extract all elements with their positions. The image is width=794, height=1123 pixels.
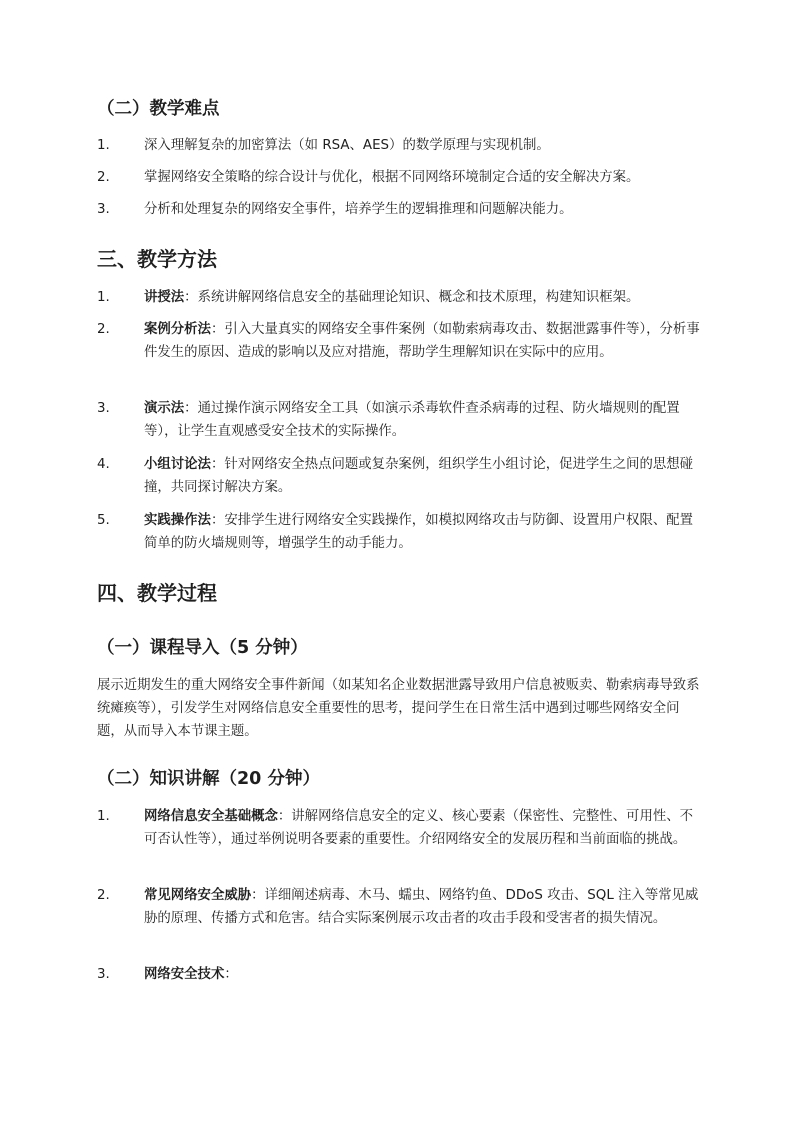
- list-number: 1.: [97, 809, 110, 824]
- list-item: [97, 166, 702, 189]
- list-number: 2.: [97, 322, 110, 337]
- list-number: 3.: [97, 967, 110, 982]
- item-separator: ：: [210, 513, 225, 528]
- item-separator: ：: [184, 290, 198, 305]
- list-text: 分析和处理复杂的网络安全事件，培养学生的逻辑推理和问题解决能力。: [144, 202, 573, 217]
- list-item: [97, 134, 702, 157]
- item-label: 讲授法: [144, 290, 185, 305]
- section-heading-process: 四、教学过程: [97, 581, 217, 605]
- list-number: 5.: [97, 513, 110, 528]
- list-number: 2.: [97, 888, 110, 903]
- item-label: 案例分析法: [144, 322, 211, 337]
- list-item: [97, 805, 702, 851]
- paragraph-intro: 展示近期发生的重大网络安全事件新闻（如某知名企业数据泄露导致用户信息被贩卖、勒索病毒导致系统瘫痪等），引发学生对网络信息安全重要性的思考，提问学生在日常生活中遇到过哪些网络安全问题，从而导入本节课主题。: [97, 678, 700, 739]
- list-text: 讲解网络信息安全的定义、核心要素（保密性、完整性、可用性、不可否认性等），通过举例说明各要素的重要性。介绍网络安全的发展历程和当前面临的挑战。: [144, 809, 694, 847]
- list-text: 针对网络安全热点问题或复杂案例，组织学生小组讨论，促进学生之间的思想碰撞，共同探讨解决方案。: [144, 457, 694, 495]
- item-label: 网络信息安全基础概念: [144, 809, 278, 824]
- list-number: 1.: [97, 290, 110, 305]
- list-number: 2.: [97, 170, 110, 185]
- list-text: 引入大量真实的网络安全事件案例（如勒索病毒攻击、数据泄露事件等），分析事件发生的原因、造成的影响以及应对措施，帮助学生理解知识在实际中的应用。: [144, 322, 700, 360]
- list-item: [97, 286, 702, 309]
- list-item: [97, 453, 702, 499]
- list-number: 3.: [97, 401, 110, 416]
- section-heading-difficulties: （二）教学难点: [97, 99, 220, 119]
- list-item: [97, 397, 702, 443]
- item-separator: ：: [210, 457, 225, 472]
- item-separator: ：: [251, 888, 265, 903]
- item-separator: ：: [277, 809, 292, 824]
- list-text: 深入理解复杂的加密算法（如 RSA、AES）的数学原理与实现机制。: [144, 138, 550, 153]
- subsection-heading-lecture: （二）知识讲解（20 分钟）: [97, 769, 320, 789]
- item-separator: ：: [224, 967, 238, 982]
- list-item: [97, 963, 702, 986]
- item-label: 演示法: [144, 401, 185, 416]
- list-item: [97, 884, 702, 930]
- section-heading-methods: 三、教学方法: [97, 247, 217, 271]
- item-label: 网络安全技术: [144, 967, 225, 982]
- subsection-heading-intro: （一）课程导入（5 分钟）: [97, 638, 308, 658]
- list-item: [97, 198, 702, 221]
- list-number: 1.: [97, 138, 110, 153]
- item-separator: ：: [184, 401, 198, 416]
- list-number: 4.: [97, 457, 110, 472]
- list-item: [97, 318, 702, 364]
- item-label: 小组讨论法: [144, 457, 211, 472]
- list-text: 详细阐述病毒、木马、蠕虫、网络钓鱼、DDoS 攻击、SQL 注入等常见威胁的原理、传播方式和危害。结合实际案例展示攻击者的攻击手段和受害者的损失情况。: [144, 888, 699, 926]
- item-label: 常见网络安全威胁: [144, 888, 252, 903]
- list-text: 掌握网络安全策略的综合设计与优化，根据不同网络环境制定合适的安全解决方案。: [144, 170, 640, 185]
- list-text: 系统讲解网络信息安全的基础理论知识、概念和技术原理，构建知识框架。: [197, 290, 640, 305]
- item-separator: ：: [210, 322, 225, 337]
- list-item: [97, 509, 702, 555]
- list-text: 通过操作演示网络安全工具（如演示杀毒软件查杀病毒的过程、防火墙规则的配置等），让学生直观感受安全技术的实际操作。: [144, 401, 680, 439]
- list-number: 3.: [97, 202, 110, 217]
- list-text: 安排学生进行网络安全实践操作，如模拟网络攻击与防御、设置用户权限、配置简单的防火墙规则等，增强学生的动手能力。: [144, 513, 694, 551]
- item-label: 实践操作法: [144, 513, 211, 528]
